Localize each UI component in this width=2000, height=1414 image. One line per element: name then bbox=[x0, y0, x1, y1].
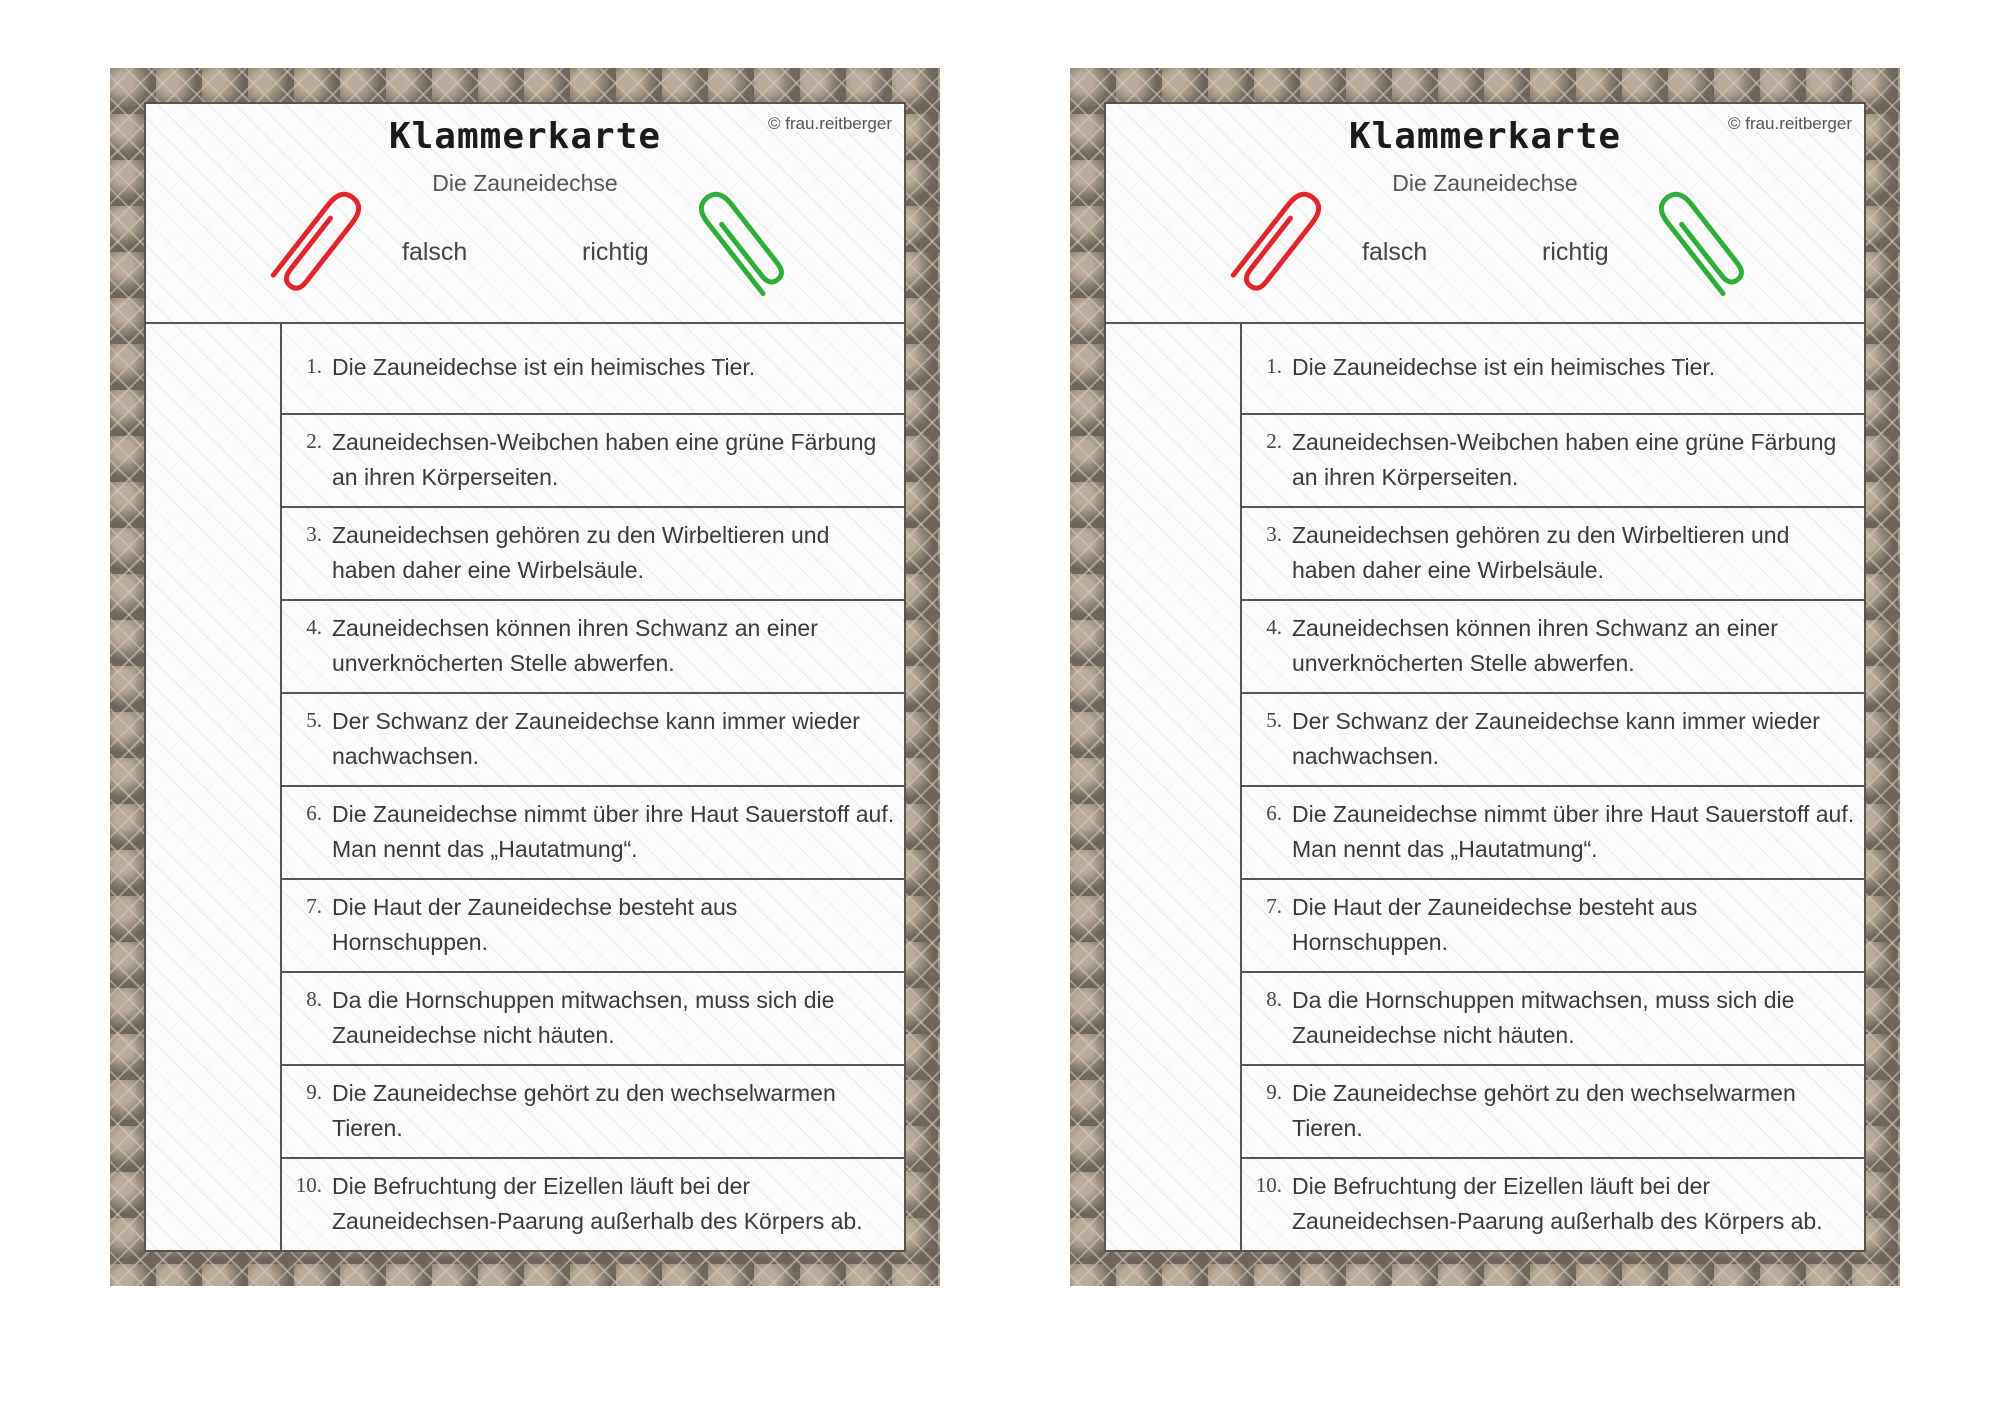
item-text: Die Zauneidechse nimmt über ihre Haut Sauerstoff auf. Man nennt das „Hautatmung“. bbox=[332, 801, 895, 862]
item-number: 4. bbox=[1266, 615, 1282, 639]
item-text: Zauneidechsen-Weibchen haben eine grüne Färbung an ihren Körperseiten. bbox=[1292, 429, 1837, 490]
item-number: 7. bbox=[1266, 894, 1282, 918]
item-text: Die Befruchtung der Eizellen läuft bei der Zauneidechsen-Paarung außerhalb des Körpers ab. bbox=[332, 1173, 863, 1234]
list-item bbox=[1240, 787, 1864, 880]
red-paperclip-icon bbox=[1224, 176, 1334, 306]
item-text: Die Haut der Zauneidechse besteht aus Hornschuppen. bbox=[332, 894, 738, 955]
item-number: 6. bbox=[306, 801, 322, 825]
item-number: 2. bbox=[1266, 429, 1282, 453]
list-item bbox=[280, 1159, 904, 1252]
item-text: Der Schwanz der Zauneidechse kann immer wieder nachwachsen. bbox=[332, 708, 860, 769]
item-text: Zauneidechsen können ihren Schwanz an einer unverknöcherten Stelle abwerfen. bbox=[332, 615, 818, 676]
red-paperclip-icon bbox=[264, 176, 374, 306]
list-item bbox=[1240, 973, 1864, 1066]
item-text: Die Zauneidechse ist ein heimisches Tier. bbox=[332, 354, 756, 380]
list-item bbox=[1240, 508, 1864, 601]
statement-list bbox=[280, 322, 904, 1250]
list-item bbox=[280, 694, 904, 787]
list-item bbox=[1240, 322, 1864, 415]
item-number: 8. bbox=[1266, 987, 1282, 1011]
item-text: Die Zauneidechse ist ein heimisches Tier. bbox=[1292, 354, 1716, 380]
item-number: 4. bbox=[306, 615, 322, 639]
item-text: Zauneidechsen können ihren Schwanz an einer unverknöcherten Stelle abwerfen. bbox=[1292, 615, 1778, 676]
card-subtitle: Die Zauneidechse bbox=[1392, 170, 1578, 196]
copyright-note: © frau.reitberger bbox=[767, 114, 892, 133]
item-number: 1. bbox=[1266, 354, 1282, 378]
item-number: 10. bbox=[1255, 1173, 1282, 1197]
list-item bbox=[280, 601, 904, 694]
card-title: Klammerkarte bbox=[1348, 116, 1622, 157]
list-item bbox=[1240, 415, 1864, 508]
statement-list bbox=[1240, 322, 1864, 1250]
quiz-card-left bbox=[110, 68, 940, 1286]
item-text: Da die Hornschuppen mitwachsen, muss sich die Zauneidechse nicht häuten. bbox=[1292, 987, 1795, 1048]
label-false: falsch bbox=[1362, 238, 1428, 266]
card-header bbox=[1106, 104, 1864, 324]
item-text: Der Schwanz der Zauneidechse kann immer wieder nachwachsen. bbox=[1292, 708, 1820, 769]
item-text: Die Befruchtung der Eizellen läuft bei der Zauneidechsen-Paarung außerhalb des Körpers ab. bbox=[1292, 1173, 1823, 1234]
card-inner bbox=[144, 102, 906, 1252]
item-number: 10. bbox=[295, 1173, 322, 1197]
green-paperclip-icon bbox=[1646, 176, 1756, 306]
item-text: Die Zauneidechse nimmt über ihre Haut Sauerstoff auf. Man nennt das „Hautatmung“. bbox=[1292, 801, 1855, 862]
item-text: Zauneidechsen gehören zu den Wirbeltieren und haben daher eine Wirbelsäule. bbox=[1292, 522, 1790, 583]
item-number: 8. bbox=[306, 987, 322, 1011]
clip-column bbox=[1106, 322, 1242, 1250]
list-item bbox=[1240, 880, 1864, 973]
item-text: Zauneidechsen gehören zu den Wirbeltieren und haben daher eine Wirbelsäule. bbox=[332, 522, 830, 583]
list-item bbox=[280, 508, 904, 601]
item-text: Die Zauneidechse gehört zu den wechselwarmen Tieren. bbox=[1292, 1080, 1796, 1141]
card-header bbox=[146, 104, 904, 324]
green-paperclip-icon bbox=[686, 176, 796, 306]
list-item bbox=[280, 880, 904, 973]
item-number: 3. bbox=[1266, 522, 1282, 546]
list-item bbox=[280, 973, 904, 1066]
item-number: 3. bbox=[306, 522, 322, 546]
item-number: 2. bbox=[306, 429, 322, 453]
item-number: 7. bbox=[306, 894, 322, 918]
label-false: falsch bbox=[402, 238, 468, 266]
list-item bbox=[280, 415, 904, 508]
item-number: 5. bbox=[1266, 708, 1282, 732]
clip-column bbox=[146, 322, 282, 1250]
list-item bbox=[1240, 1066, 1864, 1159]
list-item bbox=[280, 322, 904, 415]
card-subtitle: Die Zauneidechse bbox=[432, 170, 618, 196]
list-item bbox=[1240, 601, 1864, 694]
label-true: richtig bbox=[582, 238, 649, 266]
item-text: Da die Hornschuppen mitwachsen, muss sich die Zauneidechse nicht häuten. bbox=[332, 987, 835, 1048]
item-number: 9. bbox=[306, 1080, 322, 1104]
item-number: 6. bbox=[1266, 801, 1282, 825]
item-text: Die Haut der Zauneidechse besteht aus Hornschuppen. bbox=[1292, 894, 1698, 955]
list-item bbox=[280, 1066, 904, 1159]
quiz-card-right bbox=[1070, 68, 1900, 1286]
item-number: 9. bbox=[1266, 1080, 1282, 1104]
card-title: Klammerkarte bbox=[388, 116, 662, 157]
list-item bbox=[280, 787, 904, 880]
card-inner bbox=[1104, 102, 1866, 1252]
list-item bbox=[1240, 1159, 1864, 1252]
item-text: Zauneidechsen-Weibchen haben eine grüne Färbung an ihren Körperseiten. bbox=[332, 429, 877, 490]
list-item bbox=[1240, 694, 1864, 787]
item-number: 1. bbox=[306, 354, 322, 378]
item-number: 5. bbox=[306, 708, 322, 732]
copyright-note: © frau.reitberger bbox=[1727, 114, 1852, 133]
label-true: richtig bbox=[1542, 238, 1609, 266]
item-text: Die Zauneidechse gehört zu den wechselwarmen Tieren. bbox=[332, 1080, 836, 1141]
